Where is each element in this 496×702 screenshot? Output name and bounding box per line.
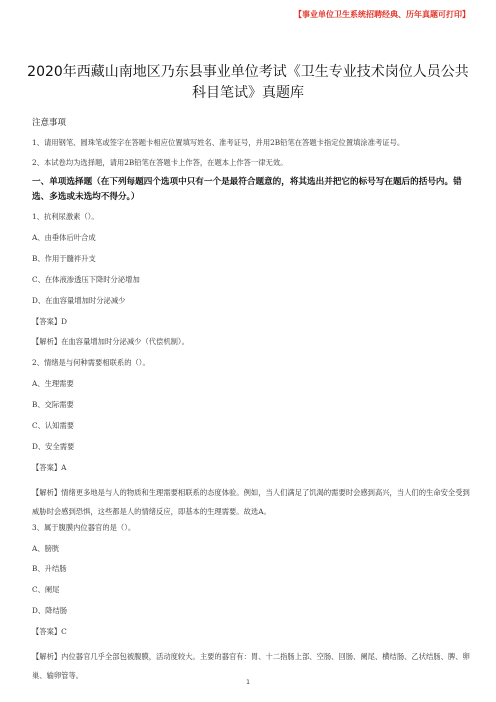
question-stem: 3、属于腹膜内位器官的是（）。 [32, 522, 136, 532]
option-d: D、安全需要 [32, 441, 75, 451]
page-title: 2020年西藏山南地区乃东县事业单位考试《卫生专业技术岗位人员公共科目笔试》真题库 [27, 64, 469, 101]
option-a: A、膀胱 [32, 543, 60, 553]
option-b: B、升结肠 [32, 564, 67, 574]
option-c: C、阑尾 [32, 585, 60, 595]
question-1 [32, 211, 472, 349]
note-item-1: 1、请用钢笔、圆珠笔或签字在答题卡相应位置填写姓名、准考证号，并用2B铅笔在答题卡指定位置填涂准考证号。 [32, 138, 405, 147]
option-c: C、在体液渗透压下降时分泌增加 [32, 274, 140, 284]
note-item-2: 2、本试卷均为选择题，请用2B铅笔在答题卡上作答，在题本上作答一律无效。 [32, 157, 288, 167]
question-3 [32, 522, 472, 685]
explanation: 【解析】情绪更多地是与人的物质和生理需要相联系的态度体验。例如，当人们满足了饥渴的需要时会感到高兴，当人们的生命安全受到威胁时会感到恐惧，这些都是人的情绪反应，即基本的生理需要。故选A。 [32, 487, 470, 516]
notes-heading: 注意事项 [32, 118, 67, 128]
option-d: D、在血容量增加时分泌减少 [32, 295, 126, 305]
page-number: 1 [246, 679, 250, 686]
option-d: D、降结肠 [32, 606, 68, 616]
explanation: 【解析】内位器官几乎全部包被腹膜，活动度较大。主要的器官有：胃、十二指肠上部、空肠、回肠、阑尾、横结肠、乙状结肠、脾、卵巢、输卵管等。 [32, 652, 470, 681]
question-2 [32, 357, 472, 520]
question-stem: 1、抗利尿激素（）。 [32, 212, 99, 222]
explanation: 【解析】在血容量增加时分泌减少（代偿机制）。 [32, 337, 189, 347]
answer-line: 【答案】A [32, 462, 67, 472]
answer-line: 【答案】C [32, 627, 67, 637]
document-body [32, 117, 472, 686]
question-stem: 2、情绪是与何种需要相联系的（）。 [32, 358, 150, 368]
header-banner: 【事业单位卫生系统招聘经典、历年真题可打印】 [294, 10, 470, 19]
option-b: B、交际需要 [32, 400, 74, 410]
section-heading: 一、单项选择题（在下列每题四个选项中只有一个是最符合题意的，将其选出并把它的标号写在题后的括号内。错选、多选或未选均不得分。） [32, 177, 462, 203]
answer-line: 【答案】D [32, 316, 68, 326]
option-b: B、作用于髓袢升支 [32, 253, 96, 263]
option-c: C、认知需要 [32, 421, 75, 430]
option-a: A、由垂体后叶合成 [32, 232, 96, 242]
option-a: A、生理需要 [32, 379, 74, 389]
